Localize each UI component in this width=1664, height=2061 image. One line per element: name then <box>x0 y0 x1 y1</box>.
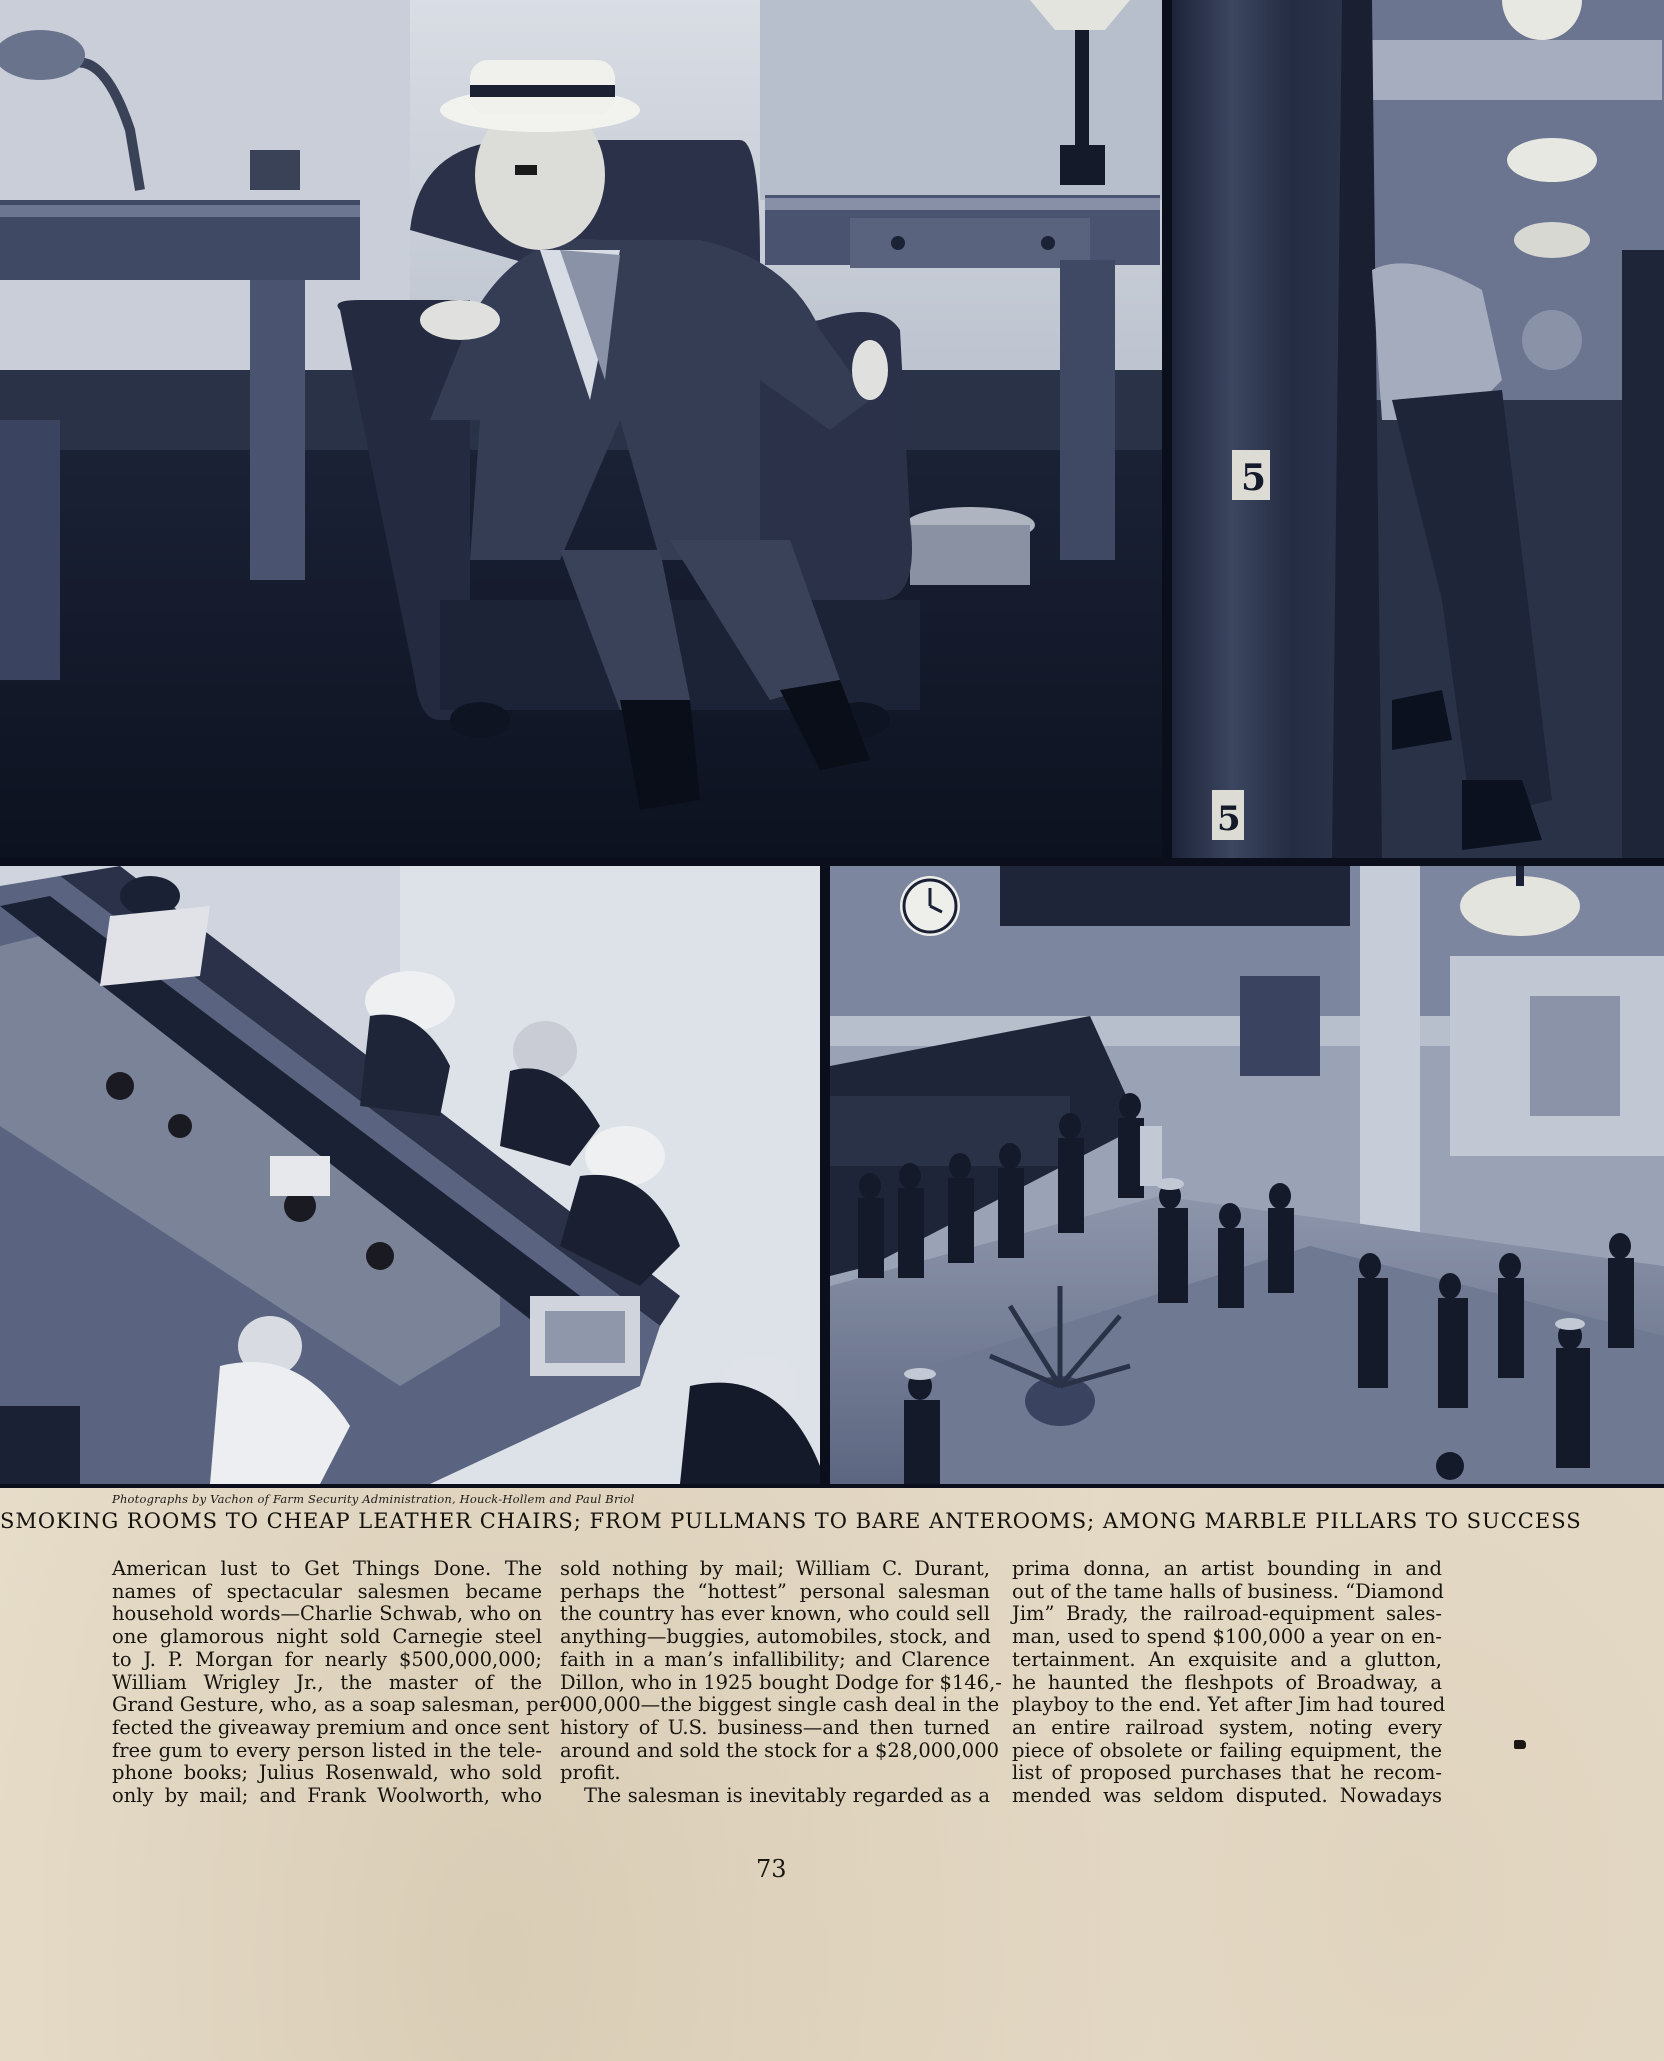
column-line: he haunted the fleshpots of Broadway, a <box>1012 1670 1442 1694</box>
berth-number-upper: 5 <box>1241 457 1267 499</box>
column-line: mended was seldom disputed. Nowadays <box>1012 1784 1442 1808</box>
column-line: free gum to every person listed in the tele- <box>112 1738 542 1762</box>
photo-man-in-leather-chair-image <box>0 0 1162 858</box>
photo-overhead-bar <box>0 866 820 1484</box>
photo-pullman-berth-image <box>1172 0 1664 858</box>
column-line: anything—buggies, automobiles, stock, and <box>560 1625 991 1649</box>
column-line: William Wrigley Jr., the master of the <box>112 1670 542 1694</box>
column-line: the country has ever known, who could sell <box>560 1602 990 1626</box>
column-line: The salesman is inevitably regarded as a <box>584 1784 990 1808</box>
column-line: phone books; Julius Rosenwald, who sold <box>112 1761 542 1785</box>
column-line: only by mail; and Frank Woolworth, who <box>112 1784 542 1808</box>
column-line: tertainment. An exquisite and a glutton, <box>1012 1647 1442 1671</box>
column-line: out of the tame halls of business. “Diamond <box>1012 1579 1444 1603</box>
berth-number-lower: 5 <box>1217 799 1241 839</box>
column-line: sold nothing by mail; William C. Durant, <box>560 1557 990 1580</box>
column-line: man, used to spend $100,000 a year on en- <box>1012 1625 1442 1649</box>
column-line: Grand Gesture, who, as a soap salesman, per- <box>112 1693 567 1717</box>
photo-pullman-berth <box>1172 0 1664 858</box>
column-line: around and sold the stock for a $28,000,000 <box>560 1738 1000 1762</box>
photo-caption-headline: SMOKING ROOMS TO CHEAP LEATHER CHAIRS; FROM PULLMANS TO BARE ANTEROOMS; AMONG MARBLE PILLARS TO SUCCESS <box>0 1509 1582 1533</box>
photo-man-in-leather-chair <box>0 0 1162 858</box>
column-line: history of U.S. business—and then turned <box>560 1715 990 1739</box>
column-line: profit. <box>560 1761 621 1785</box>
column-line: perhaps the “hottest” personal salesman <box>560 1579 990 1603</box>
photo-marble-lobby <box>830 866 1664 1484</box>
column-line: one glamorous night sold Carnegie steel <box>112 1625 542 1649</box>
page-number: 73 <box>756 1855 787 1883</box>
column-line: piece of obsolete or failing equipment, the <box>1012 1738 1442 1762</box>
column-line: faith in a man’s infallibility; and Clarence <box>560 1647 990 1671</box>
column-line: household words—Charlie Schwab, who on <box>112 1602 542 1626</box>
column-line: names of spectacular salesmen became <box>112 1579 542 1603</box>
column-line: American lust to Get Things Done. The <box>112 1557 542 1580</box>
text-column-1 <box>112 1557 567 1808</box>
column-line: Dillon, who in 1925 bought Dodge for $146,- <box>560 1670 1002 1694</box>
ink-speck <box>1514 1740 1526 1749</box>
column-line: fected the giveaway premium and once sent <box>112 1715 550 1739</box>
photo-overhead-bar-image <box>0 866 820 1484</box>
text-column-3 <box>1012 1557 1446 1808</box>
column-line: Jim” Brady, the railroad-equipment sales- <box>1012 1602 1442 1626</box>
column-line: list of proposed purchases that he recom- <box>1012 1761 1442 1785</box>
column-line: prima donna, an artist bounding in and <box>1012 1557 1442 1580</box>
column-line: an entire railroad system, noting every <box>1012 1715 1442 1739</box>
text-column-2 <box>560 1557 1002 1808</box>
photo-credit: Photographs by Vachon of Farm Security Administration, Houck-Hollem and Paul Briol <box>112 1492 635 1506</box>
column-line: playboy to the end. Yet after Jim had toured <box>1012 1693 1446 1717</box>
column-line: 000,000—the biggest single cash deal in the <box>560 1693 1000 1717</box>
column-line: to J. P. Morgan for nearly $500,000,000; <box>112 1647 542 1671</box>
photo-marble-lobby-image <box>830 866 1664 1484</box>
